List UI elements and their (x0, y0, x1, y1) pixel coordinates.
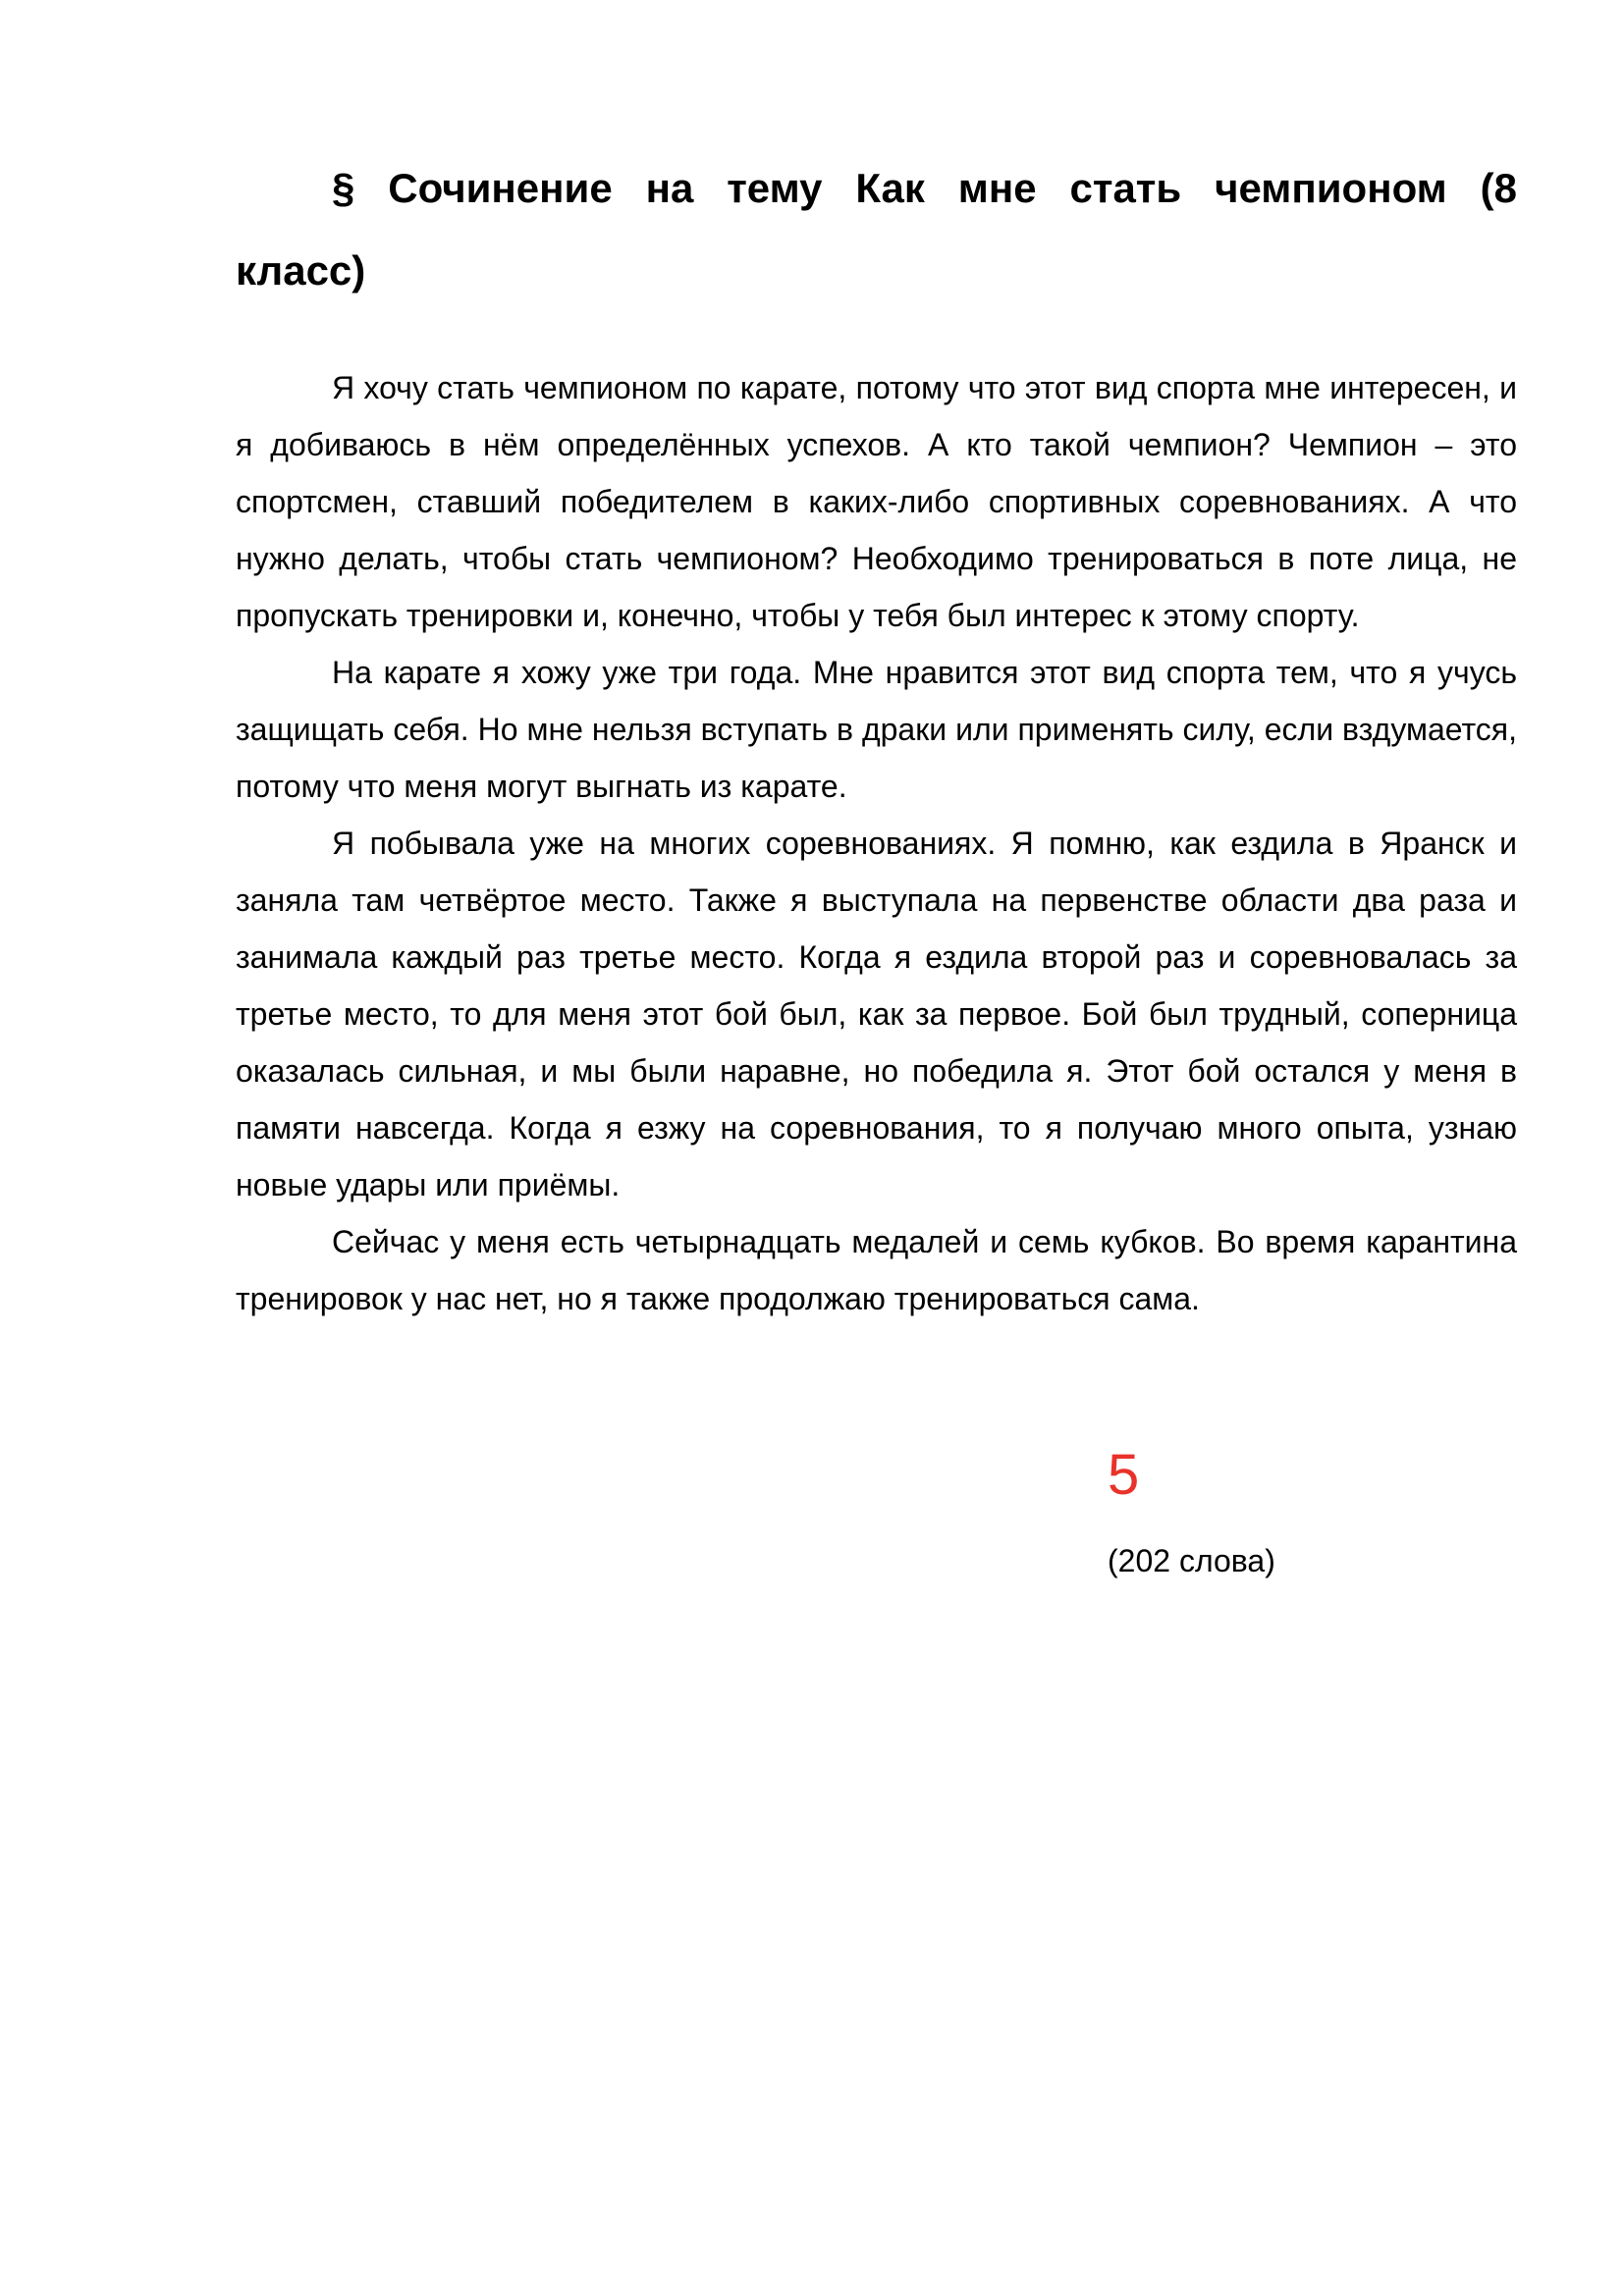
word-count: (202 слова) (1108, 1543, 1275, 1578)
essay-title: § Сочинение на тему Как мне стать чемпионом (8 класс) (236, 165, 1517, 294)
essay-body (236, 359, 1517, 1327)
essay-content (236, 147, 1517, 1327)
essay-paragraph: Я хочу стать чемпионом по карате, потому что этот вид спорта мне интересен, и я добиваюсь в нём определённых успехов. А кто такой чемпион? Чемпион – это спортсмен, ставший победителем в каких-либо спортивных соревнованиях. А что нужно делать, чтобы стать чемпионом? Необходимо тренироваться в поте лица, не пропускать тренировки и, конечно, чтобы у тебя был интерес к этому спорту. (236, 370, 1517, 633)
essay-paragraph: На карате я хожу уже три года. Мне нравится этот вид спорта тем, что я учусь защищать себя. Но мне нельзя вступать в драки или применять силу, если вздумается, потому что меня могут выгнать из карате. (236, 655, 1517, 804)
grade-mark: 5 (1108, 1443, 1140, 1507)
essay-paragraph: Я побывала уже на многих соревнованиях. Я помню, как ездила в Яранск и заняла там четвёртое место. Также я выступала на первенстве области два раза и занимала каждый раз третье место. Когда я ездила второй раз и соревновалась за третье место, то для меня этот бой был, как за первое. Бой был трудный, соперница оказалась сильная, и мы были наравне, но победила я. Этот бой остался у меня в памяти навсегда. Когда я езжу на соревнования, то я получаю много опыта, узнаю новые удары или приёмы. (236, 826, 1517, 1202)
essay-paragraph: Сейчас у меня есть четырнадцать медалей и семь кубков. Во время карантина тренировок у нас нет, но я также продолжаю тренироваться сама. (236, 1224, 1517, 1316)
